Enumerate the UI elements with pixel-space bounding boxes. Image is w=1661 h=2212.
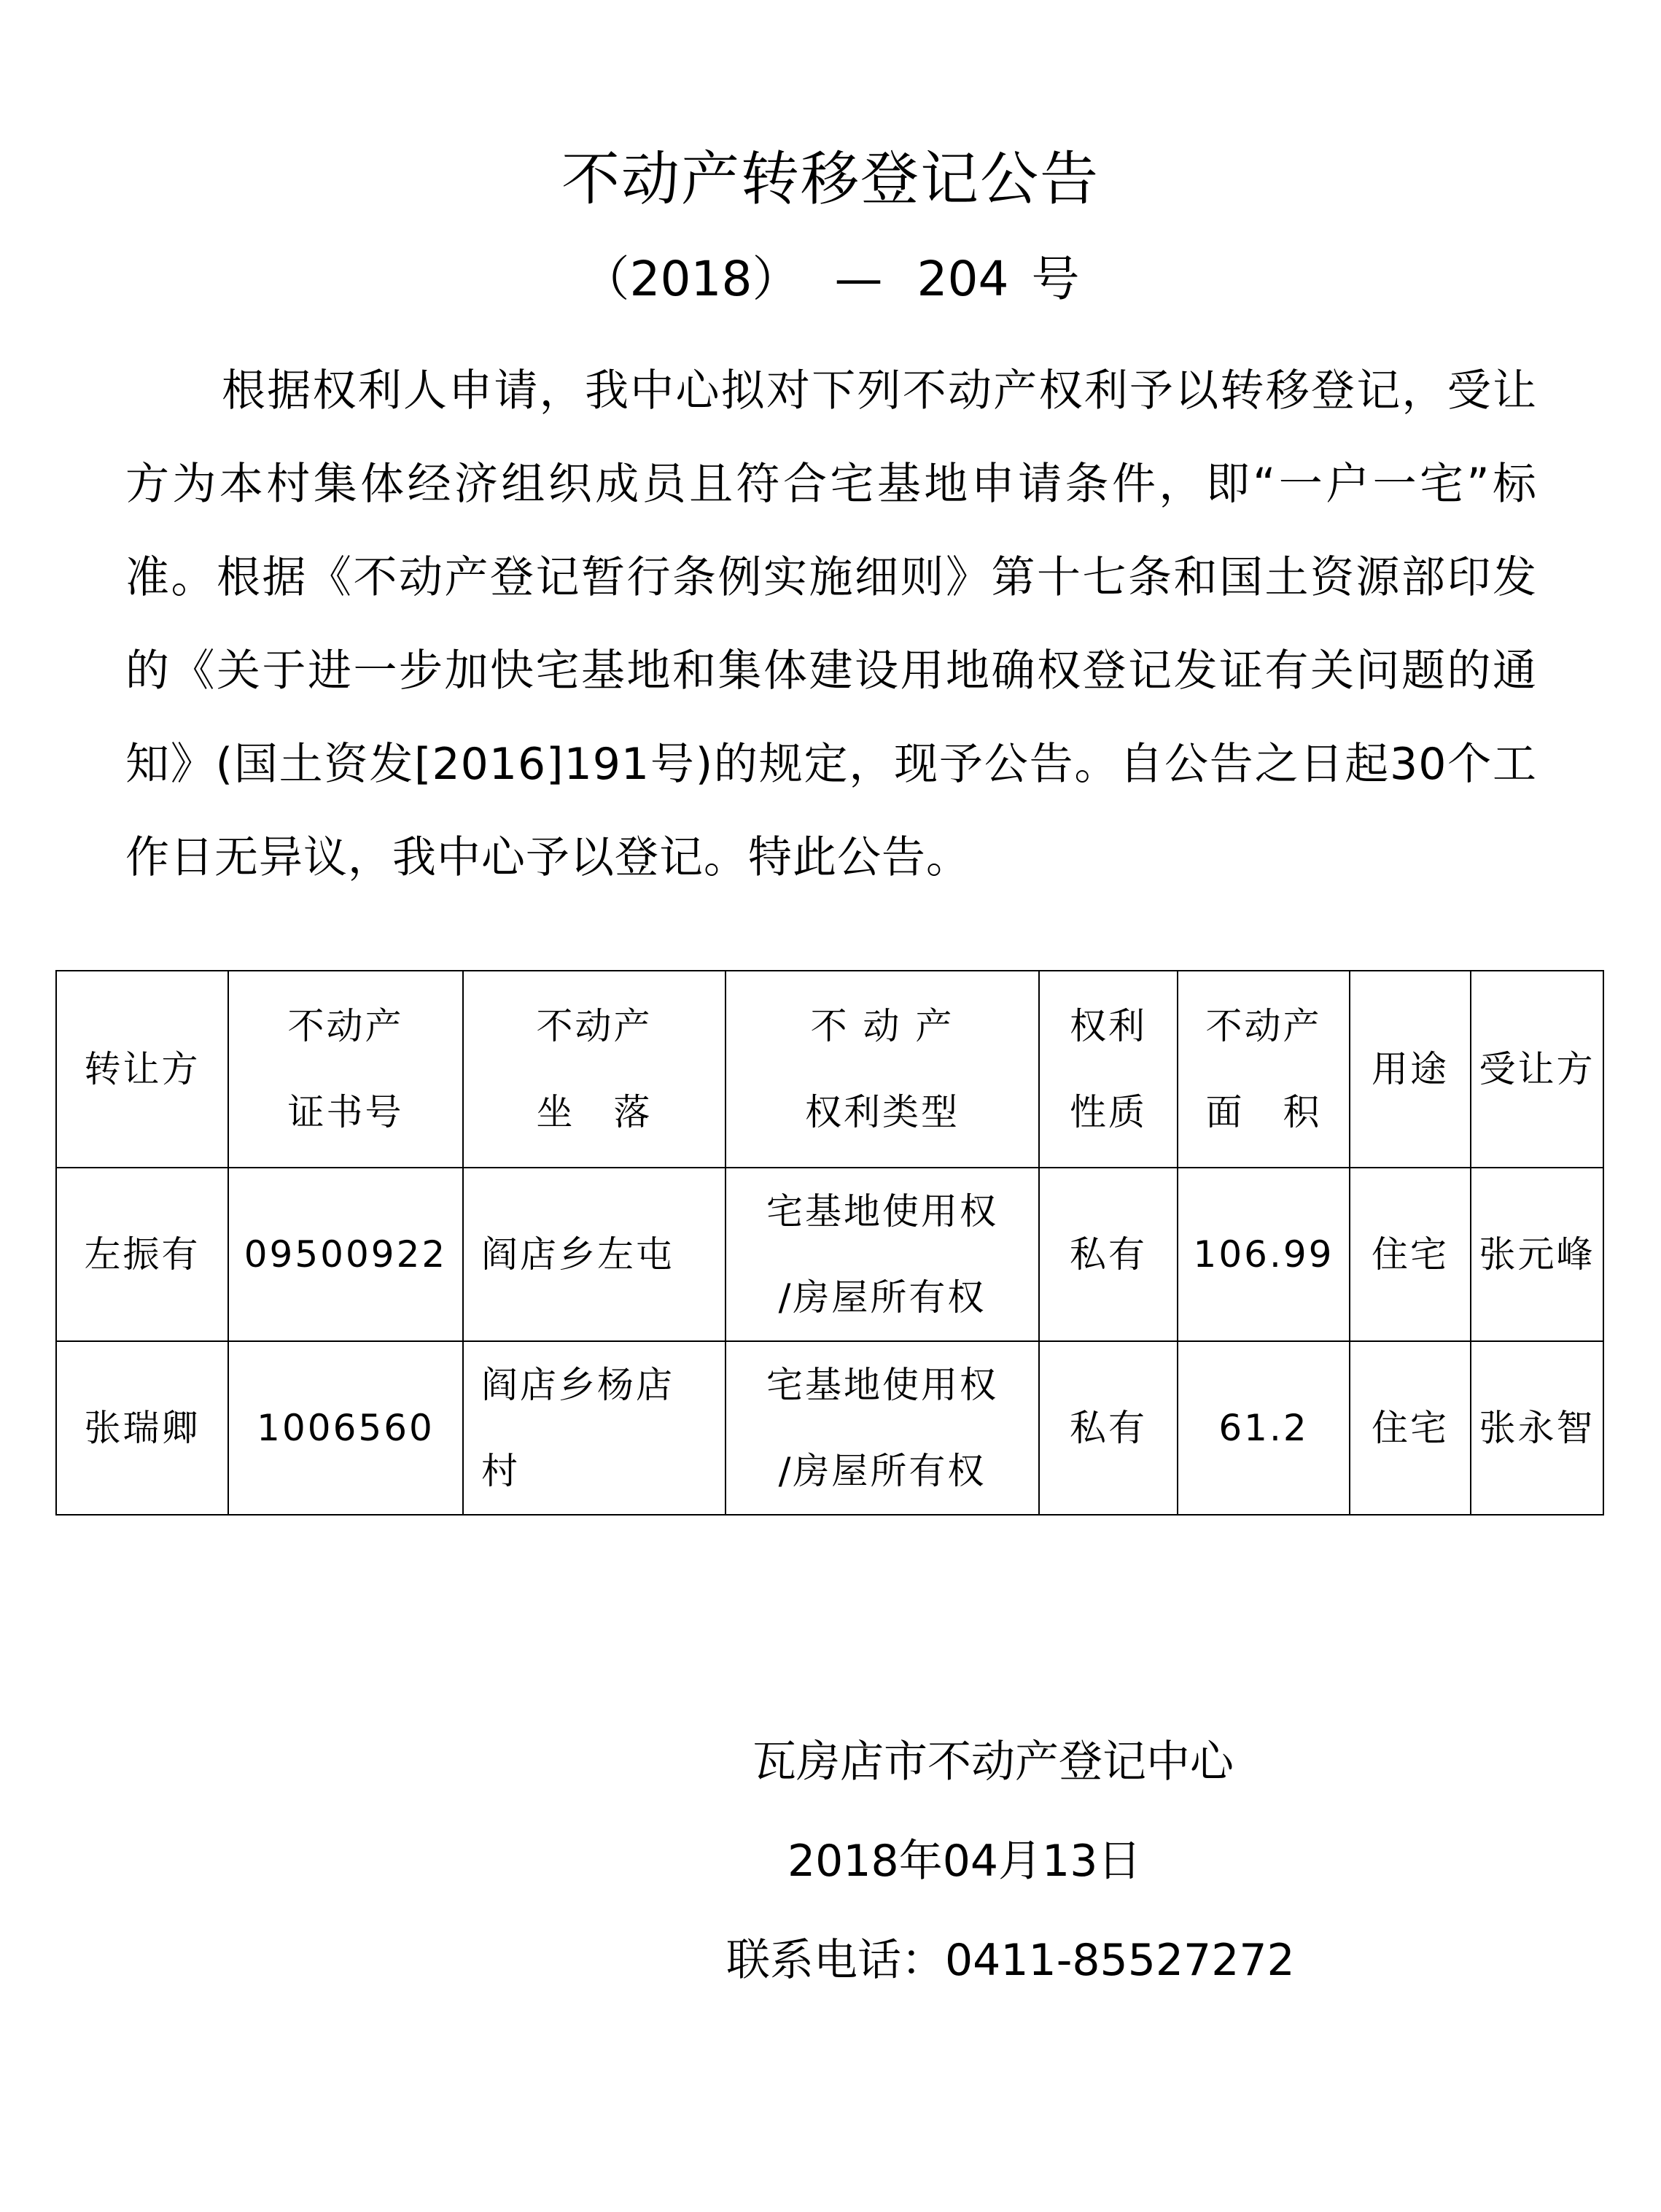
document-number [0,247,1661,312]
header-usage: 用途 [1350,971,1471,1168]
document-title: 不动产转移登记公告 [561,145,1100,213]
header-area: 不动产 面 积 [1178,971,1350,1168]
cell-nature: 私有 [1039,1168,1178,1341]
document-number-value: 204 [917,251,1009,307]
header-transferor: 转让方 [56,971,228,1168]
header-cert-no: 不动产 证书号 [228,971,463,1168]
header-right-type: 不 动 产 权利类型 [726,971,1039,1168]
issue-date: 2018年04月13日 [787,1836,1142,1887]
announcement-paragraph: 根据权利人申请，我中心拟对下列不动产权利予以转移登记，受让方为本村集体经济组织成员且符合宅基地申请条件，即“一户一宅”标准。根据《不动产登记暂行条例实施细则》第十七条和国土资源部印发的《关于进一步加快宅基地和集体建设用地确权登记发证有关问题的通知》(国土资发[2016]191号)的规定，现予公告。自公告之日起30个工作日无异议，我中心予以登记。特此公告。 [125,365,1537,883]
header-transferee: 受让方 [1471,971,1603,1168]
cell-transferee: 张永智 [1471,1341,1603,1515]
cell-area: 61.2 [1178,1341,1350,1515]
cell-transferor: 左振有 [56,1168,228,1341]
cell-nature: 私有 [1039,1341,1178,1515]
announcement-body [125,344,1537,904]
cell-transferee: 张元峰 [1471,1168,1603,1341]
cell-location: 阎店乡左屯 [463,1168,726,1341]
table-row [56,1168,1603,1341]
cell-usage: 住宅 [1350,1341,1471,1515]
cell-usage: 住宅 [1350,1168,1471,1341]
document-number-year: （2018） [581,251,801,307]
document-number-dash: — [834,251,883,307]
table-header-row [56,971,1603,1168]
document-number-suffix: 号 [1031,251,1080,307]
cell-location: 阎店乡杨店 村 [463,1341,726,1515]
contact-phone: 联系电话：0411-85527272 [726,1935,1295,1986]
transfer-records-table [55,970,1604,1516]
cell-area: 106.99 [1178,1168,1350,1341]
cell-cert-no: 1006560 [228,1341,463,1515]
cell-cert-no: 09500922 [228,1168,463,1341]
issuing-organization: 瓦房店市不动产登记中心 [752,1736,1234,1788]
cell-right-type: 宅基地使用权 /房屋所有权 [726,1341,1039,1515]
header-location: 不动产 坐 落 [463,971,726,1168]
cell-transferor: 张瑞卿 [56,1341,228,1515]
cell-right-type: 宅基地使用权 /房屋所有权 [726,1168,1039,1341]
table-row [56,1341,1603,1515]
header-nature: 权利 性质 [1039,971,1178,1168]
